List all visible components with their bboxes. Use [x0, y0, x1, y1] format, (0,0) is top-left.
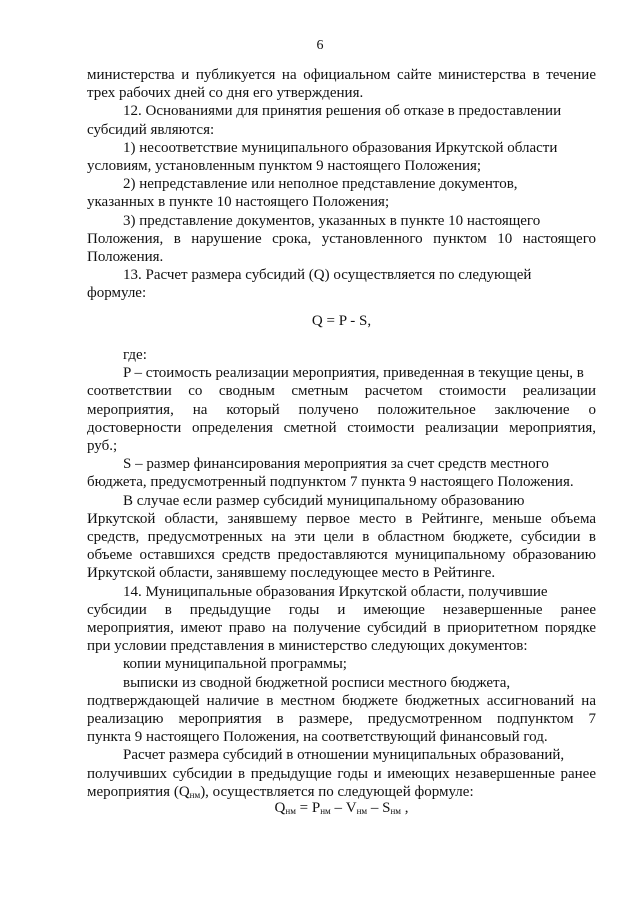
subscript: нм: [320, 806, 331, 816]
page-number: 6: [316, 38, 324, 53]
text-fragment: ), осуществляется по следующей формуле:: [200, 783, 474, 800]
text-line: соответствии со сводным сметным расчетом стоимости реализации: [87, 383, 596, 400]
text-line: мероприятия, имеют право на получение субсидий в приоритетном порядке: [87, 620, 596, 637]
text-line: 13. Расчет размера субсидий (Q) осуществляется по следующей: [123, 267, 532, 284]
text-line: копии муниципальной программы;: [123, 656, 347, 673]
formula-part: ,: [400, 800, 409, 816]
subscript: нм: [356, 806, 368, 816]
text-line: министерства и публикуется на официальном сайте министерства в течение: [87, 67, 596, 83]
text-line: пункта 9 настоящего Положения, на соответствующий финансовый год.: [87, 729, 548, 746]
text-line: Расчет размера субсидий в отношении муниципальных образований,: [123, 747, 565, 764]
text-line: 2) непредставление или неполное представление документов,: [123, 176, 518, 193]
text-line: S – размер финансирования мероприятия за счет средств местного: [123, 456, 549, 473]
text-line: субсидий являются:: [87, 121, 215, 138]
text-line: 3) представление документов, указанных в пункте 10 настоящего: [123, 212, 541, 229]
text-line: выписки из сводной бюджетной росписи местного бюджета,: [123, 674, 511, 691]
text-line: P – стоимость реализации мероприятия, приведенная в текущие цены, в: [123, 365, 584, 382]
text-line: Иркутской области, занявшему последующее место в Рейтинге.: [87, 565, 496, 582]
text-line: средств, предусмотренных на эти цели в областном бюджете, субсидии в: [87, 529, 596, 546]
body-text-bottom: [87, 346, 596, 801]
body-text-top: [87, 66, 596, 303]
text-line: где:: [123, 347, 147, 363]
text-line: бюджета, предусмотренный подпунктом 7 пункта 9 настоящего Положения.: [87, 474, 574, 491]
text-line: В случае если размер субсидий муниципальному образованию: [123, 492, 525, 509]
text-fragment: мероприятия (Q: [87, 783, 190, 800]
text-line: трех рабочих дней со дня его утверждения.: [87, 85, 364, 102]
text-line: руб.;: [87, 438, 118, 455]
text-line: Положения, в нарушение срока, установленного пунктом 10 настоящего: [87, 230, 596, 247]
text-line: подтверждающей наличие в местном бюджете бюджетных ассигнований на: [87, 692, 596, 709]
subscript: нм: [390, 806, 401, 816]
text-line: 12. Основаниями для принятия решения об отказе в предоставлении: [123, 103, 562, 120]
formula-q-nm: [87, 799, 596, 817]
text-line: мероприятия, на который получено положительное заключение о: [87, 401, 596, 418]
text-line: реализацию мероприятия в размере, предусмотренном подпунктом 7: [87, 711, 596, 728]
text-line: при условии представления в министерство следующих документов:: [87, 638, 528, 655]
text-line: 14. Муниципальные образования Иркутской области, получившие: [123, 583, 548, 600]
formula-part: – S: [367, 800, 391, 816]
formula-part: Q: [274, 800, 286, 816]
text-line: субсидии в предыдущие годы и имеющие незавершенные ранее: [87, 601, 596, 618]
text-line: условиям, установленным пунктом 9 настоящего Положения;: [87, 158, 482, 175]
text-line: достоверности определения сметной стоимости реализации мероприятия,: [87, 419, 596, 436]
subscript: нм: [285, 806, 296, 816]
formula-part: = P: [295, 800, 321, 816]
text-line: Иркутской области, занявшему первое место в Рейтинге, меньше объема: [87, 510, 596, 527]
text-line: получивших субсидии в предыдущие годы и имеющих незавершенные ранее: [87, 765, 596, 782]
subscript: нм: [189, 789, 201, 800]
text-line: Положения.: [87, 249, 164, 266]
text-line: объеме оставшихся средств предоставляются муниципальному образованию: [87, 547, 596, 564]
text-line: формуле:: [87, 285, 147, 302]
text-line: указанных в пункте 10 настоящего Положения;: [87, 194, 390, 211]
formula-part: – V: [330, 800, 357, 816]
formula-q: Q = P - S,: [311, 313, 372, 329]
text-line: 1) несоответствие муниципального образования Иркутской области: [123, 139, 558, 156]
